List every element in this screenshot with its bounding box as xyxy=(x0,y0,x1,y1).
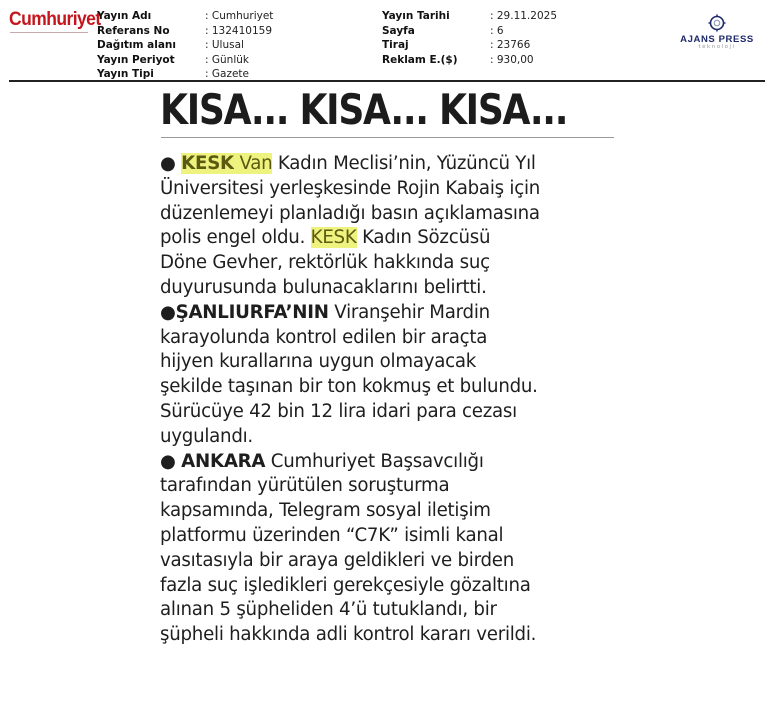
field-label: Sayfa xyxy=(382,24,415,37)
field-yayin-tarihi xyxy=(382,9,557,24)
field-value: : Günlük xyxy=(205,53,249,66)
text-line xyxy=(160,301,630,326)
text-line: duyurusunda bulunacaklarını belirtti. xyxy=(160,276,487,298)
field-label: Reklam E.($) xyxy=(382,53,458,66)
article-headline: KISA... KISA... KISA... xyxy=(160,85,568,134)
text-line: vasıtasıyla bir araya geldikleri ve birden xyxy=(160,549,515,571)
text-line: şüpheli hakkında adli kontrol kararı verildi. xyxy=(160,624,537,646)
text-fragment: Kadın Meclisi’nin, Yüzüncü Yıl xyxy=(272,153,536,174)
highlighted-keyword: KESK xyxy=(310,227,357,249)
text-line xyxy=(160,152,630,177)
field-value: : 23766 xyxy=(490,39,531,52)
news-item-kesk xyxy=(160,152,630,301)
text-line: Döne Gevher, rektörlük hakkında suç xyxy=(160,252,490,274)
text-fragment: polis engel oldu. xyxy=(160,227,311,249)
text-line: Üniversitesi yerleşkesinde Rojin Kabaiş için xyxy=(160,177,541,199)
article-body xyxy=(160,152,630,648)
bullet-icon: ● xyxy=(160,153,176,174)
bullet-icon: ● xyxy=(160,301,176,323)
agency-name: AJANS PRESS xyxy=(680,34,754,45)
text-line: uygulandı. xyxy=(160,425,253,447)
field-sayfa xyxy=(382,24,557,39)
news-item-ankara xyxy=(160,450,630,648)
field-label: Yayın Adı xyxy=(97,10,152,22)
text-line: karayolunda kontrol edilen bir araçta xyxy=(160,326,488,348)
field-yayin-periyot xyxy=(97,53,273,68)
field-dagitim-alani xyxy=(97,38,273,53)
text-fragment: Cumhuriyet Başsavcılığı xyxy=(265,450,484,472)
field-referans-no xyxy=(97,24,273,39)
publication-info-left xyxy=(97,9,273,82)
field-label: Referans No xyxy=(97,24,170,37)
field-label: Yayın Tipi xyxy=(97,68,154,81)
field-label: Yayın Tarihi xyxy=(382,10,450,22)
field-label: Dağıtım alanı xyxy=(97,39,176,52)
cumhuriyet-logo: Cumhuriyet xyxy=(9,9,101,30)
news-item-sanliurfa xyxy=(160,301,630,450)
clipping-header xyxy=(0,0,768,82)
text-line xyxy=(160,450,630,475)
ajans-press-logo xyxy=(672,13,762,50)
text-line: şekilde taşınan bir ton kokmuş et bulundu. xyxy=(160,376,538,398)
field-label: Tiraj xyxy=(382,39,409,52)
field-value: : 930,00 xyxy=(490,53,534,66)
text-fragment: Kadın Sözcüsü xyxy=(356,227,491,249)
field-value: : Ulusal xyxy=(205,39,244,52)
text-line: tarafından yürütülen soruşturma xyxy=(160,475,450,497)
bullet-icon: ● xyxy=(160,450,176,472)
field-yayin-adi xyxy=(97,9,273,24)
text-line: düzenlemeyi planladığı basın açıklamasına xyxy=(160,202,540,224)
field-value: : 29.11.2025 xyxy=(490,10,557,22)
text-line: platformu üzerinden “C7K” isimli kanal xyxy=(160,524,504,546)
text-line: alınan 5 şüpheliden 4’ü tutuklandı, bir xyxy=(160,599,497,621)
text-line: kapsamında, Telegram sosyal iletişim xyxy=(160,500,491,522)
publication-info-right xyxy=(382,9,557,67)
text-line: fazla suç işledikleri gerekçesiyle gözaltına xyxy=(160,574,531,596)
lead-word: ANKARA xyxy=(181,450,266,472)
agency-subtitle: teknoloji xyxy=(698,44,736,50)
field-value: : Gazete xyxy=(205,68,249,81)
headline-divider xyxy=(161,137,614,138)
field-tiraj xyxy=(382,38,557,53)
text-fragment: Viranşehir Mardin xyxy=(328,301,490,323)
field-label: Yayın Periyot xyxy=(97,53,175,66)
logo-underline xyxy=(10,32,88,33)
lead-word: ŞANLIURFA’NIN xyxy=(175,301,329,323)
field-value: : 132410159 xyxy=(205,24,272,37)
text-line: Sürücüye 42 bin 12 lira idari para cezası xyxy=(160,400,517,422)
field-value: : 6 xyxy=(490,24,504,37)
header-divider xyxy=(9,80,765,82)
highlighted-word: Van xyxy=(239,153,273,174)
field-value: : Cumhuriyet xyxy=(205,10,274,22)
field-reklam-esdegeri xyxy=(382,53,557,68)
text-line xyxy=(160,226,630,251)
compass-icon xyxy=(707,13,727,33)
text-line: hijyen kurallarına uygun olmayacak xyxy=(160,351,477,373)
highlighted-keyword: KESK xyxy=(181,153,234,174)
